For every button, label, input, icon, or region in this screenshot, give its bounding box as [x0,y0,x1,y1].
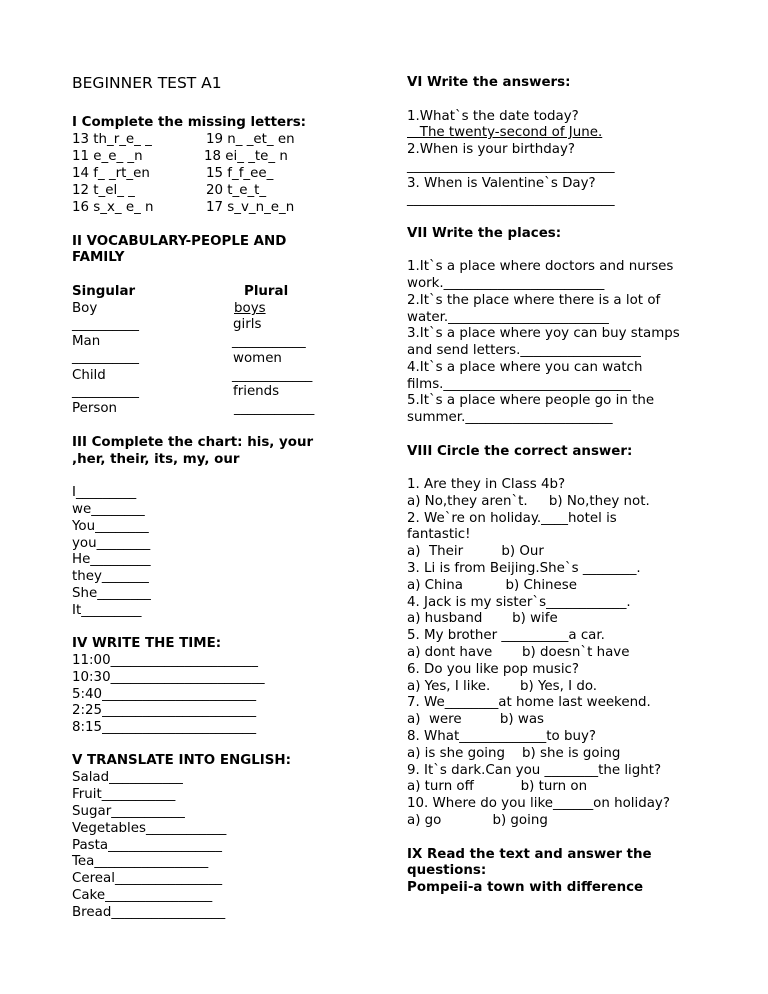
section-6-heading: VI Write the answers: [407,75,571,90]
singular-item: __________ [72,384,139,399]
place-line: films.____________________________ [407,377,631,392]
section-3-heading-cont: ,her, their, its, my, our [72,452,240,467]
pronoun-item: they_______ [72,569,149,584]
translate-item: Fruit___________ [72,787,176,802]
time-item: 5:40_______________________ [72,687,257,702]
section-2-heading-cont: FAMILY [72,250,125,265]
section-1-heading: I Complete the missing letters: [72,115,307,130]
quiz-line: 8. What_____________to buy? [407,729,596,744]
answer-line: 1.What`s the date today? [407,109,579,124]
section-5-heading: V TRANSLATE INTO ENGLISH: [72,753,291,768]
quiz-line: a) China b) Chinese [407,578,577,593]
section-7-heading: VII Write the places: [407,226,562,241]
missing-letters-item: 12 t_el_ _ [72,183,135,198]
missing-letters-item: 16 s_x_ e_ n [72,200,154,215]
answer-line: _______________________________ [407,192,615,207]
translate-item: Pasta_________________ [72,838,222,853]
section-8-heading: VIII Circle the correct answer: [407,444,633,459]
singular-item: Child [72,368,106,383]
quiz-line: a) were b) was [407,712,545,727]
answer-line: 2.When is your birthday? [407,142,576,157]
missing-letters-item: 14 f_ _rt_en [72,166,150,181]
singular-item: Man [72,334,101,349]
answer-line: The twenty-second of June. [407,125,603,140]
translate-item: Bread_________________ [72,905,226,920]
quiz-line: 2. We`re on holiday.____hotel is [407,511,617,526]
time-item: 2:25_______________________ [72,703,257,718]
place-line: and send letters.__________________ [407,343,641,358]
answer-line: 3. When is Valentine`s Day? [407,176,596,191]
quiz-line: fantastic! [407,527,471,542]
time-item: 8:15_______________________ [72,720,257,735]
missing-letters-item: 20 t_e_t_ [206,183,267,198]
quiz-line: a) go b) going [407,813,548,828]
singular-item: Person [72,401,117,416]
plural-item: women [233,351,282,366]
pronoun-item: It_________ [72,603,142,618]
time-item: 10:30_______________________ [72,670,265,685]
pronoun-item: you________ [72,536,151,551]
missing-letters-item: 18 ei_ _te_ n [204,149,288,164]
quiz-line: a) Their b) Our [407,544,544,559]
pronoun-item: He_________ [72,552,151,567]
singular-item: __________ [72,350,139,365]
singular-item: Boy [72,301,98,316]
quiz-line: 1. Are they in Class 4b? [407,477,566,492]
quiz-line: a) dont have b) doesn`t have [407,645,630,660]
quiz-line: 9. It`s dark.Can you ________the light? [407,763,662,778]
reading-subtitle: Pompeii-a town with difference [407,880,644,895]
place-line: water.________________________ [407,310,609,325]
quiz-line: a) turn off b) turn on [407,779,588,794]
pronoun-item: I_________ [72,485,137,500]
place-line: 2.It`s the place where there is a lot of [407,293,661,308]
translate-item: Salad___________ [72,770,183,785]
section-9-heading: IX Read the text and answer the [407,847,652,862]
place-line: summer.______________________ [407,410,613,425]
plural-item: girls [233,317,262,332]
quiz-line: 7. We________at home last weekend. [407,695,651,710]
plural-item: friends [233,384,280,399]
missing-letters-item: 13 th_r_e_ _ [72,132,152,147]
quiz-line: a) is she going b) she is going [407,746,621,761]
quiz-line: 4. Jack is my sister`s____________. [407,595,631,610]
missing-letters-item: 15 f_f_ee_ [206,166,274,181]
quiz-line: 5. My brother __________a car. [407,628,605,643]
time-item: 11:00______________________ [72,653,258,668]
place-line: 1.It`s a place where doctors and nurses [407,259,674,274]
answer-line: _______________________________ [407,159,615,174]
quiz-line: 3. Li is from Beijing.She`s ________. [407,561,641,576]
translate-item: Cake________________ [72,888,213,903]
section-4-heading: IV WRITE THE TIME: [72,636,222,651]
plural-item: boys [234,301,266,316]
place-line: work.________________________ [407,276,605,291]
plural-item: ____________ [232,368,313,383]
missing-letters-item: 17 s_v_n_e_n [206,200,295,215]
pronoun-item: She________ [72,586,151,601]
plural-header: Plural [244,284,289,299]
translate-item: Tea_________________ [72,854,209,869]
pronoun-item: You________ [72,519,149,534]
plural-item: ____________ [234,401,315,416]
singular-item: __________ [72,317,139,332]
singular-header: Singular [72,284,136,299]
quiz-line: a) No,they aren`t. b) No,they not. [407,494,650,509]
section-3-heading: III Complete the chart: his, your [72,435,314,450]
quiz-line: a) husband b) wife [407,611,558,626]
place-line: 5.It`s a place where people go in the [407,393,655,408]
quiz-line: 6. Do you like pop music? [407,662,580,677]
missing-letters-item: 11 e_e_ _n [72,149,143,164]
quiz-line: a) Yes, I like. b) Yes, I do. [407,679,598,694]
place-line: 4.It`s a place where you can watch [407,360,643,375]
section-2-heading: II VOCABULARY-PEOPLE AND [72,234,287,249]
test-title: BEGINNER TEST A1 [72,74,222,92]
translate-item: Vegetables____________ [72,821,227,836]
quiz-line: 10. Where do you like______on holiday? [407,796,670,811]
section-9-heading-cont: questions: [407,863,487,878]
plural-item: ___________ [232,334,306,349]
place-line: 3.It`s a place where yoy can buy stamps [407,326,680,341]
pronoun-item: we________ [72,502,145,517]
translate-item: Cereal________________ [72,871,223,886]
translate-item: Sugar___________ [72,804,185,819]
missing-letters-item: 19 n_ _et_ en [206,132,295,147]
